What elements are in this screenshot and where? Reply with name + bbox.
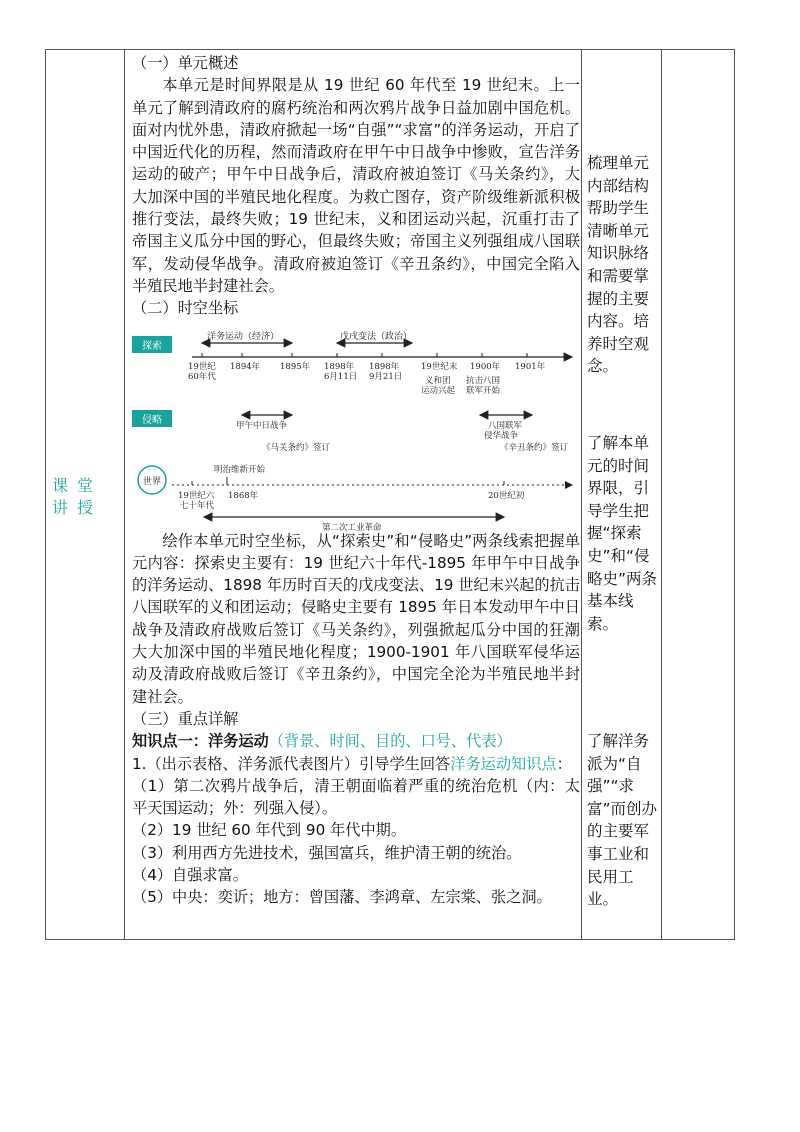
side-note-3: 了解洋务派为“自强”“求富”而创办的主要军事工业和民用工业。 bbox=[587, 732, 658, 909]
knowledge-point-1 bbox=[132, 730, 580, 752]
column-divider bbox=[124, 50, 125, 939]
kp1-item: （1）第二次鸦片战争后，清王朝面临着严重的统治危机（内：太平天国运动；外：列强入侵）。 bbox=[132, 776, 580, 818]
tick-label: 义和团 bbox=[425, 376, 451, 386]
timeline-body: 绘作本单元时空坐标，从“探索史”和“侵略史”两条线索把握单元内容：探索史主要有：19 世纪六十年代-1895 年甲午中日战争的洋务运动、1898 年历时百天的戊戌变法、19 世纪末兴起的抗击八国联军的义和团运动；侵略史主要有 1895 年日本发动甲午中日战争及清政府战败后签订《马关条约》，列强掀起瓜分中国的狂潮大大加深中国的半殖民地化程度；1900-1901 年八国联军侵华运动及清政府战败后签订《辛丑条约》，中国完全沦为半殖民地半封建社会。 bbox=[132, 531, 580, 706]
wuxu-label: 戊戌变法（政治） bbox=[340, 332, 413, 342]
tick-label: 1901年 bbox=[515, 362, 546, 372]
tick-label: 1898年 bbox=[369, 362, 400, 372]
baguo-label: 八国联军 bbox=[488, 421, 523, 431]
tick-label: 联军开始 bbox=[466, 386, 501, 396]
side-note-1: 梳理单元内部结构帮助学生清晰单元知识脉络和需要掌握的主要内容。培养时空观念。 bbox=[587, 154, 650, 376]
column-divider bbox=[581, 50, 582, 939]
kp1-intro-colon: ： bbox=[556, 754, 572, 773]
tick-label: 1898年 bbox=[324, 362, 355, 372]
tick-label: 1868年 bbox=[228, 491, 259, 501]
tick-label: 19世纪 bbox=[188, 362, 216, 372]
tick-label: 运动兴起 bbox=[421, 386, 456, 396]
jiawu-label: 甲午中日战争 bbox=[236, 421, 288, 431]
overview-body: 本单元是时间界限是从 19 世纪 60 年代至 19 世纪末。上一单元了解到清政府的腐朽统治和两次鸦片战争日益加剧中国危机。面对内忧外患，清政府掀起一场“自强”“求富”的洋务运动，开启了中国近代化的历程，然而清政府在甲午中日战争中惨败，宣告洋务运动的破产；甲午中日战争后，清政府被迫签订《马关条约》，大大加深中国的半殖民地化程度。为救亡图存，资产阶级维新派积极推行变法，最终失败；19 世纪末，义和团运动兴起，沉重打击了帝国主义瓜分中国的野心，但最终失败；帝国主义列强组成八国联军，发动侵华战争。清政府被迫签订《辛丑条约》，中国完全陷入半殖民地半封建社会。 bbox=[132, 76, 580, 295]
section-title-overview: （一）单元概述 bbox=[132, 54, 239, 72]
kp1-title: 知识点一：洋务运动 bbox=[132, 732, 269, 751]
industrial-label: 第二次工业革命 bbox=[322, 523, 382, 533]
tick-label: 抗击八国 bbox=[466, 376, 501, 386]
kp1-item: （2）19 世纪 60 年代到 90 年代中期。 bbox=[132, 821, 407, 840]
xinchou-label: 《辛丑条约》签订 bbox=[500, 443, 569, 453]
tick-label: 20世纪初 bbox=[488, 491, 525, 501]
tick-label: 1894年 bbox=[230, 362, 261, 372]
side-note-2: 了解本单元的时间界限，引导学生把握“探索史”和“侵略史”两条基本线索。 bbox=[587, 434, 658, 633]
tick-label: 七十年代 bbox=[180, 501, 215, 511]
timeline-diagram bbox=[132, 325, 580, 535]
tag-world-label: 世界 bbox=[142, 477, 162, 487]
kp1-item: （5）中央：奕䜣；地方：曾国藩、李鸿章、左宗棠、张之洞。 bbox=[132, 888, 552, 907]
tick-label: 19世纪六 bbox=[178, 491, 215, 501]
kp1-hint: （背景、时间、目的、口号、代表） bbox=[268, 732, 512, 751]
tag-invasion-label: 侵略 bbox=[142, 415, 162, 426]
kp1-item: （3）利用西方先进技术，强国富兵，维护清王朝的统治。 bbox=[132, 843, 522, 862]
yangwu-label: 洋务运动（经济） bbox=[207, 332, 280, 342]
tick-label: 19世纪末 bbox=[421, 362, 458, 372]
baguo-label: 侵华战争 bbox=[484, 431, 519, 441]
kp1-intro-text: 1.（出示表格、洋务派代表图片）引导学生回答 bbox=[132, 754, 451, 773]
kp1-intro bbox=[132, 753, 580, 775]
tag-explore-label: 探索 bbox=[142, 341, 162, 352]
lesson-table bbox=[45, 49, 735, 940]
maguan-label: 《马关条约》签订 bbox=[262, 443, 331, 453]
kp1-intro-link: 洋务运动知识点 bbox=[450, 754, 557, 773]
section-title-keypoints: （三）重点详解 bbox=[132, 709, 239, 728]
tick-label: 1895年 bbox=[280, 362, 311, 372]
tick-label: 60年代 bbox=[188, 372, 216, 382]
tick-label: 9月21日 bbox=[369, 372, 403, 382]
tick-label: 6月11日 bbox=[324, 372, 358, 382]
tick-label: 1900年 bbox=[470, 362, 501, 372]
section-title-timeline: （二）时空坐标 bbox=[132, 299, 239, 318]
row-label: 课堂讲授 bbox=[52, 476, 103, 517]
main-content bbox=[132, 50, 580, 909]
meiji-label: 明治维新开始 bbox=[214, 465, 266, 475]
kp1-item: （4）自强求富。 bbox=[132, 866, 248, 885]
column-divider bbox=[661, 50, 662, 939]
